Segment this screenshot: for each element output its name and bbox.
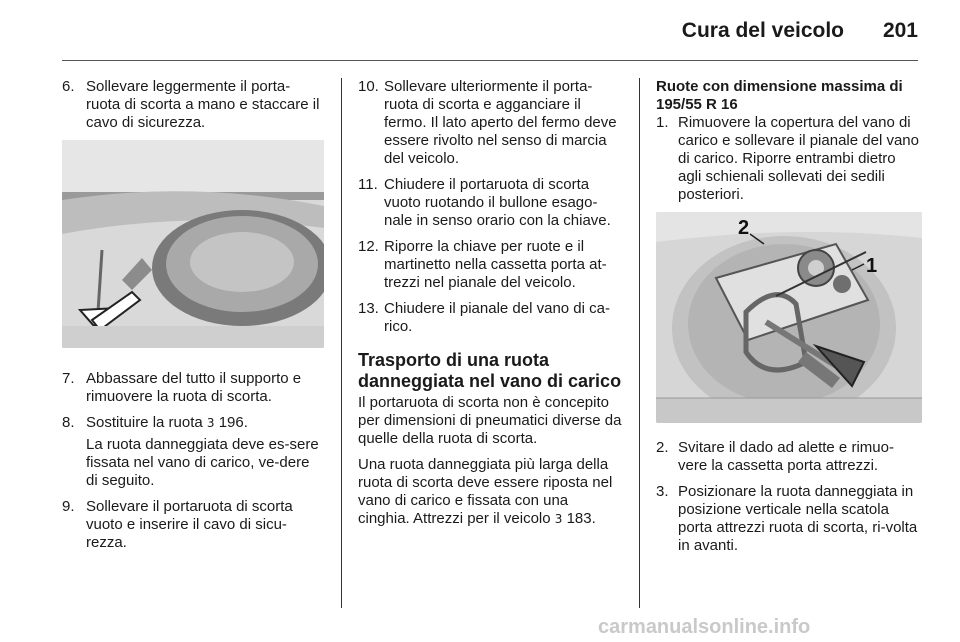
page-reference[interactable]: 183. [566, 510, 596, 527]
tool-box-illustration [656, 212, 922, 423]
step-number: 13. [358, 300, 379, 317]
step-number: 9. [62, 498, 75, 515]
step-text: Riporre la chiave per ruote e il martinetto nella cassetta porta at-trezzi nel pianale del veicolo. [384, 238, 607, 291]
step-text: Chiudere il portaruota di scorta vuoto ruotando il bullone esago-nale in senso orario con la chiave. [384, 176, 611, 229]
step-13 [358, 300, 622, 336]
paragraph-text: Una ruota danneggiata più larga della ruota di scorta deve essere riposta nel vano di carico e fissata con una cinghia. Attrezzi per il veicolo [358, 456, 613, 527]
page-reference[interactable]: 196. [218, 414, 248, 431]
step-number: 12. [358, 238, 379, 255]
page-number: 201 [882, 19, 918, 42]
step-6 [62, 78, 324, 132]
section-heading: Trasporto di una ruota danneggiata nel vano di carico [358, 350, 622, 391]
step-text: Chiudere il pianale del vano di ca-rico. [384, 300, 610, 335]
watermark: carmanualsonline.info [598, 616, 811, 638]
step-number: 3. [656, 483, 669, 500]
step-number: 6. [62, 78, 75, 95]
step-12 [358, 238, 622, 292]
step-number: 7. [62, 370, 75, 387]
step-text: Svitare il dado ad alette e rimuo-vere la cassetta porta attrezzi. [678, 439, 894, 474]
page-reference-arrow-icon: 3 [206, 416, 215, 430]
step-text: Rimuovere la copertura del vano di carico e sollevare il pianale del vano di carico. Riporre entrambi dietro agli schienali sollevati dei sedili posteriori. [678, 114, 919, 203]
page-header [0, 0, 960, 62]
step-11 [358, 176, 622, 230]
step-7 [62, 370, 324, 406]
callout-label-2: 2 [738, 217, 750, 239]
step-number: 10. [358, 78, 379, 95]
column-divider-1 [341, 78, 342, 608]
column-2 [358, 78, 622, 536]
paragraph [358, 456, 622, 528]
step-text: Abbassare del tutto il supporto e rimuovere la ruota di scorta. [86, 370, 302, 405]
step-8 [62, 414, 324, 432]
step-number: 11. [358, 176, 378, 193]
step-1 [656, 114, 922, 204]
step-number: 1. [656, 114, 669, 131]
step-text: Sollevare ulteriormente il porta-ruota di scorta e agganciare il fermo. Il lato aperto del fermo deve essere rivolto nel senso di marcia del veicolo. [384, 78, 617, 167]
subsection-heading: Ruote con dimensione massima di 195/55 R 16 [656, 78, 903, 113]
page-reference-arrow-icon: 3 [554, 512, 563, 526]
step-text: Sollevare il portaruota di scorta vuoto e inserire il cavo di sicu-rezza. [86, 498, 293, 551]
step-text: Sostituire la ruota [86, 414, 203, 431]
paragraph: Il portaruota di scorta non è concepito per dimensioni di pneumatici diverse da quelle della ruota di scorta. [358, 394, 622, 447]
step-8-note: La ruota danneggiata deve es-sere fissata nel vano di carico, ve-dere di seguito. [86, 436, 319, 489]
step-text: Posizionare la ruota danneggiata in posizione verticale nella scatola porta attrezzi ruota di scorta, ri-volta in avanti. [678, 483, 918, 554]
step-text: Sollevare leggermente il porta-ruota di scorta a mano e staccare il cavo di sicurezza. [86, 78, 320, 131]
step-10 [358, 78, 622, 168]
callout-label-1: 1 [866, 255, 878, 277]
column-3 [656, 78, 922, 563]
step-9 [62, 498, 324, 552]
step-2 [656, 439, 922, 475]
step-number: 2. [656, 439, 669, 456]
spare-wheel-carrier-illustration [62, 140, 324, 348]
section-title: Cura del veicolo [681, 19, 844, 42]
header-divider [62, 60, 918, 61]
column-divider-2 [639, 78, 640, 608]
step-number: 8. [62, 414, 75, 431]
step-3 [656, 483, 922, 555]
column-1 [62, 78, 324, 560]
